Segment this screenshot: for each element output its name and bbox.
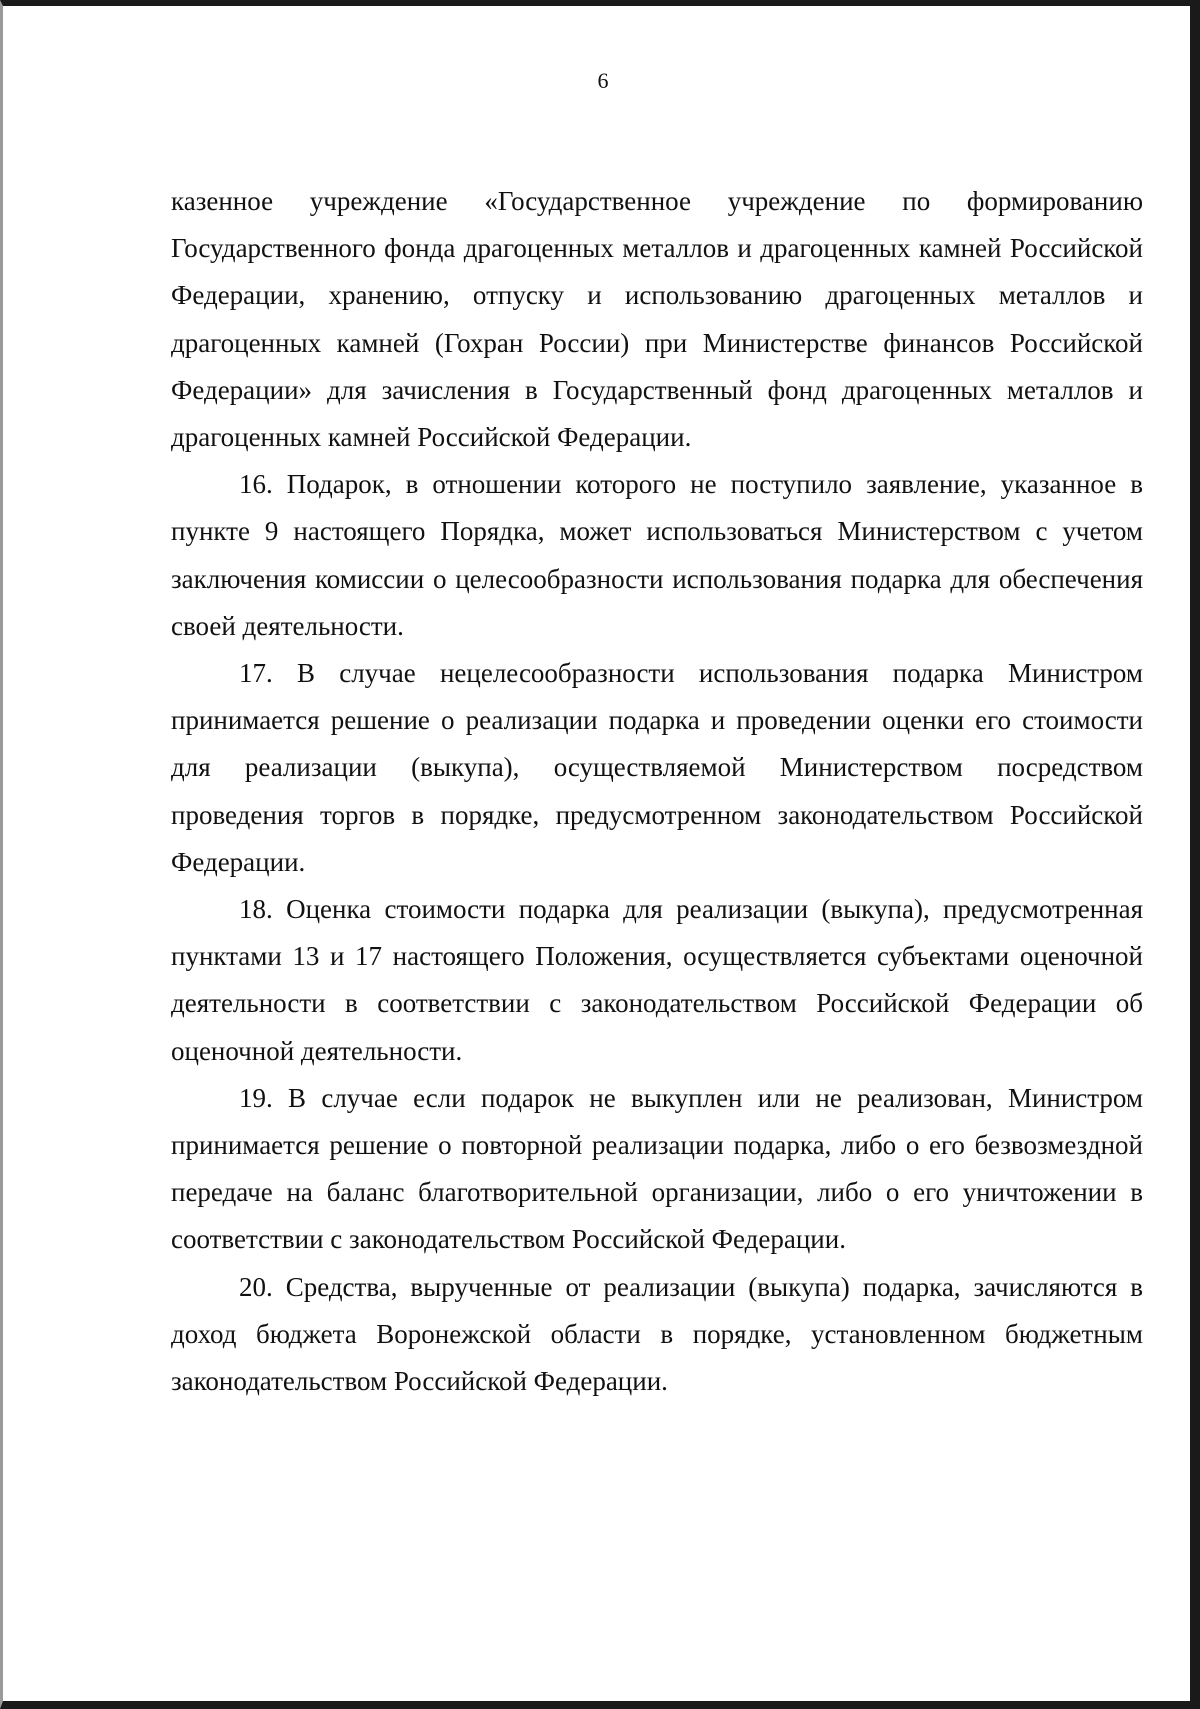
- paragraph-20: 20. Средства, вырученные от реализации (выкупа) подарка, зачисляются в доход бюджета Воронежской области в порядке, установленном бюджетным законодательством Российской Федерации.: [171, 1271, 1143, 1397]
- paragraph-continuation: казенное учреждение «Государственное учреждение по формированию Государственного фонда драгоценных металлов и драгоценных камней Российской Федерации, хранению, отпуску и использованию драгоценных металлов и драгоценных камней (Гохран России) при Министерстве финансов Российской Федерации» для зачисления в Государственный фонд драгоценных металлов и драгоценных камней Российской Федерации.: [171, 186, 1143, 453]
- paragraph-17: 17. В случае нецелесообразности использования подарка Министром принимается решение о реализации подарка и проведении оценки его стоимости для реализации (выкупа), осуществляемой Министерством посредством проведения торгов в порядке, предусмотренном законодательством Российской Федерации.: [171, 658, 1143, 877]
- document-body: [171, 178, 1143, 1405]
- paragraph-16: 16. Подарок, в отношении которого не поступило заявление, указанное в пункте 9 настоящего Порядка, может использоваться Министерством с учетом заключения комиссии о целесообразности использования подарка для обеспечения своей деятельности.: [171, 469, 1143, 641]
- page-number: 6: [597, 68, 609, 93]
- paragraph-19: 19. В случае если подарок не выкуплен или не реализован, Министром принимается решение о повторной реализации подарка, либо о его безвозмездной передаче на баланс благотворительной организации, либо о его уничтожении в соответствии с законодательством Российской Федерации.: [171, 1082, 1143, 1255]
- paragraph-18: 18. Оценка стоимости подарка для реализации (выкупа), предусмотренная пунктами 13 и 17 настоящего Положения, осуществляется субъектами оценочной деятельности в соответствии с законодательством Российской Федерации об оценочной деятельности.: [171, 894, 1143, 1066]
